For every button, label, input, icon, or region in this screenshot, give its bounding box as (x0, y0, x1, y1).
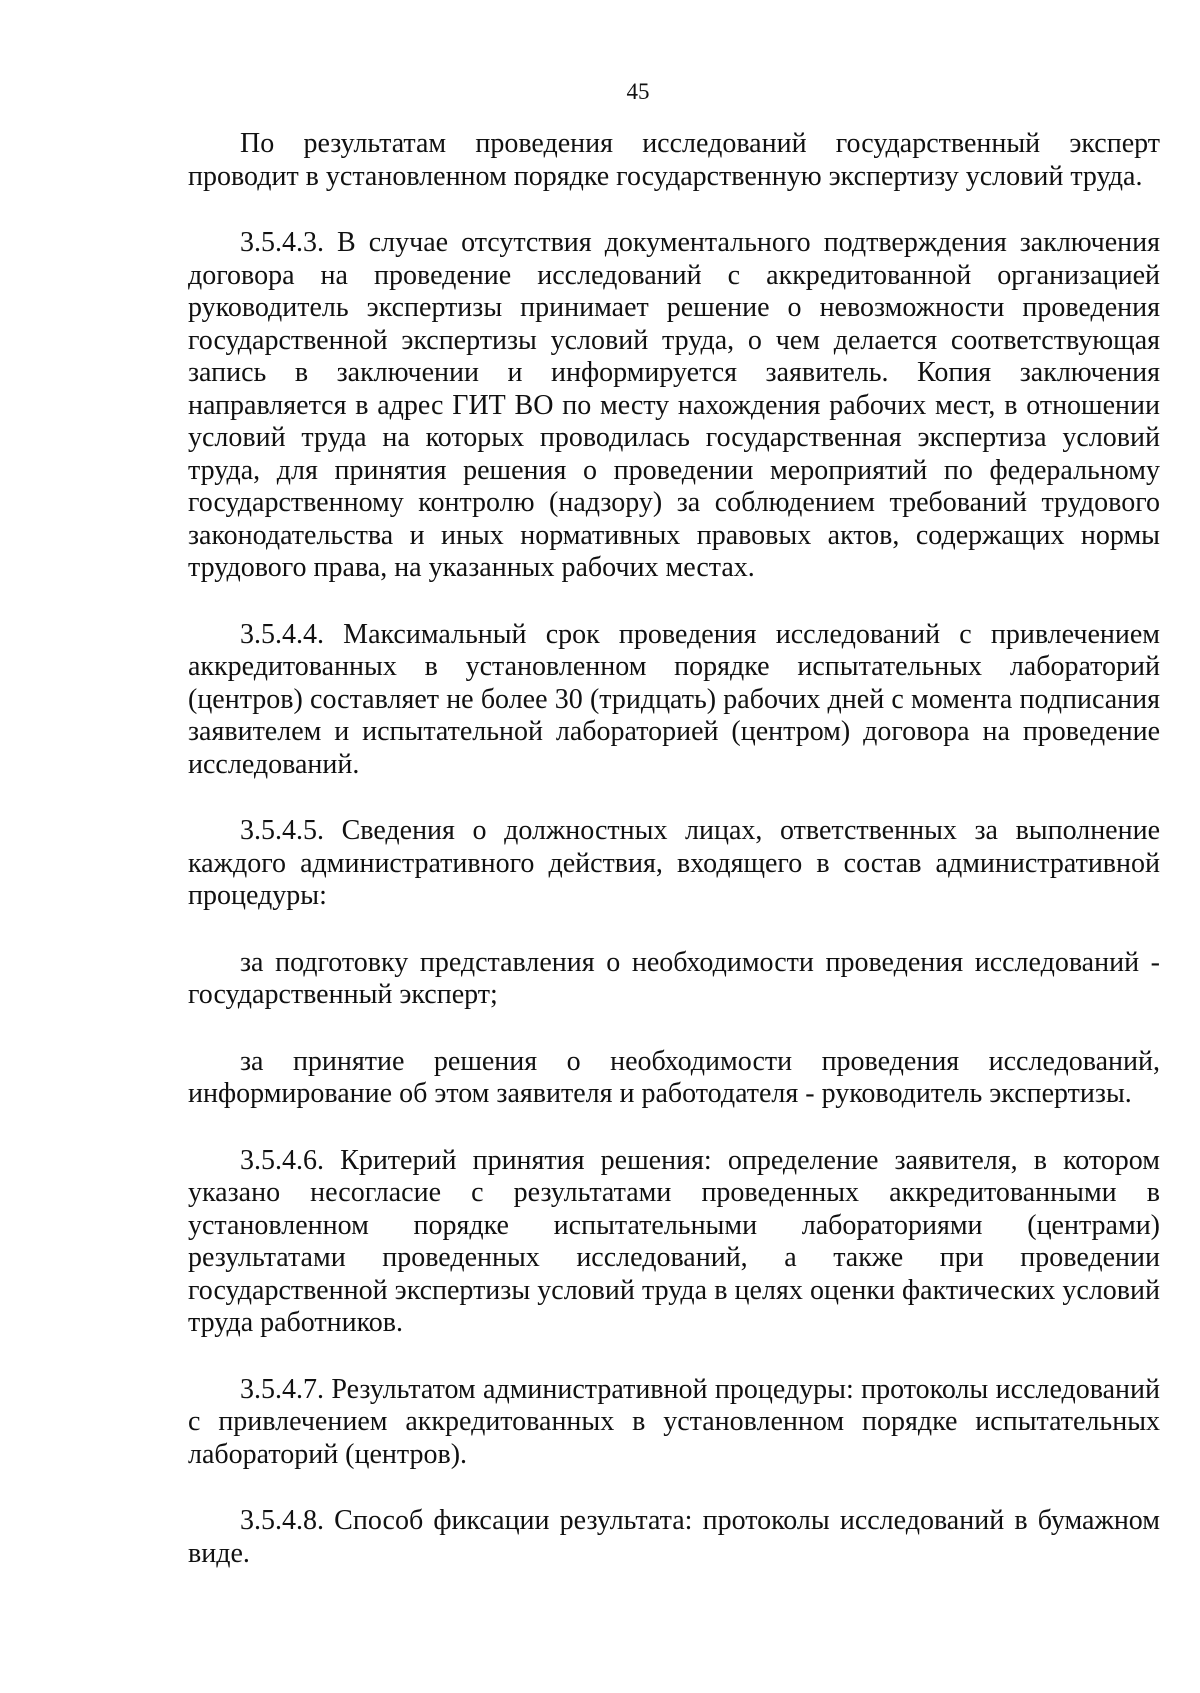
page-number: 45 (626, 79, 650, 104)
paragraph-responsible-expert: за подготовку представления о необходимости проведения исследований - государственный эксперт; (188, 946, 1160, 1010)
paragraph-3-5-4-6: 3.5.4.6. Критерий принятия решения: определение заявителя, в котором указано несогласие с результатами проведенных аккредитованными в установленном порядке испытательными лабораториями (центрами) результатами проведенных исследований, а также при проведении государственной экспертизы условий труда в целях оценки фактических условий труда работников. (188, 1144, 1160, 1338)
paragraph-responsible-head: за принятие решения о необходимости проведения исследований, информирование об этом заявителя и работодателя - руководитель экспертизы. (188, 1045, 1160, 1109)
paragraph-expert-conducts-expertise: По результатам проведения исследований государственный эксперт проводит в установленном порядке государственную экспертизу условий труда. (188, 128, 1160, 192)
paragraph-3-5-4-4: 3.5.4.4. Максимальный срок проведения исследований с привлечением аккредитованных в установленном порядке испытательных лабораторий (центров) составляет не более 30 (тридцать) рабочих дней с момента подписания заявителем и испытательной лабораторией (центром) договора на проведение исследований. (188, 618, 1160, 780)
paragraph-3-5-4-5: 3.5.4.5. Сведения о должностных лицах, ответственных за выполнение каждого административного действия, входящего в состав административной процедуры: (188, 815, 1160, 911)
paragraph-3-5-4-7: 3.5.4.7. Результатом административной процедуры: протоколы исследований с привлечением аккредитованных в установленном порядке испытательных лабораторий (центров). (188, 1373, 1160, 1470)
paragraph-3-5-4-3: 3.5.4.3. В случае отсутствия документального подтверждения заключения договора на проведение исследований с аккредитованной организацией руководитель экспертизы принимает решение о невозможности проведения государственной экспертизы условий труда, о чем делается соответствующая запись в заключении и информируется заявитель. Копия заключения направляется в адрес ГИТ ВО по месту нахождения рабочих мест, в отношении условий труда на которых проводилась государственная экспертиза условий труда, для принятия решения о проведении мероприятий по федеральному государственному контролю (надзору) за соблюдением требований трудового законодательства и иных нормативных правовых актов, содержащих нормы трудового права, на указанных рабочих местах. (188, 227, 1160, 583)
paragraph-3-5-4-8: 3.5.4.8. Способ фиксации результата: протоколы исследований в бумажном виде. (188, 1505, 1160, 1569)
document-body (188, 128, 1160, 1570)
